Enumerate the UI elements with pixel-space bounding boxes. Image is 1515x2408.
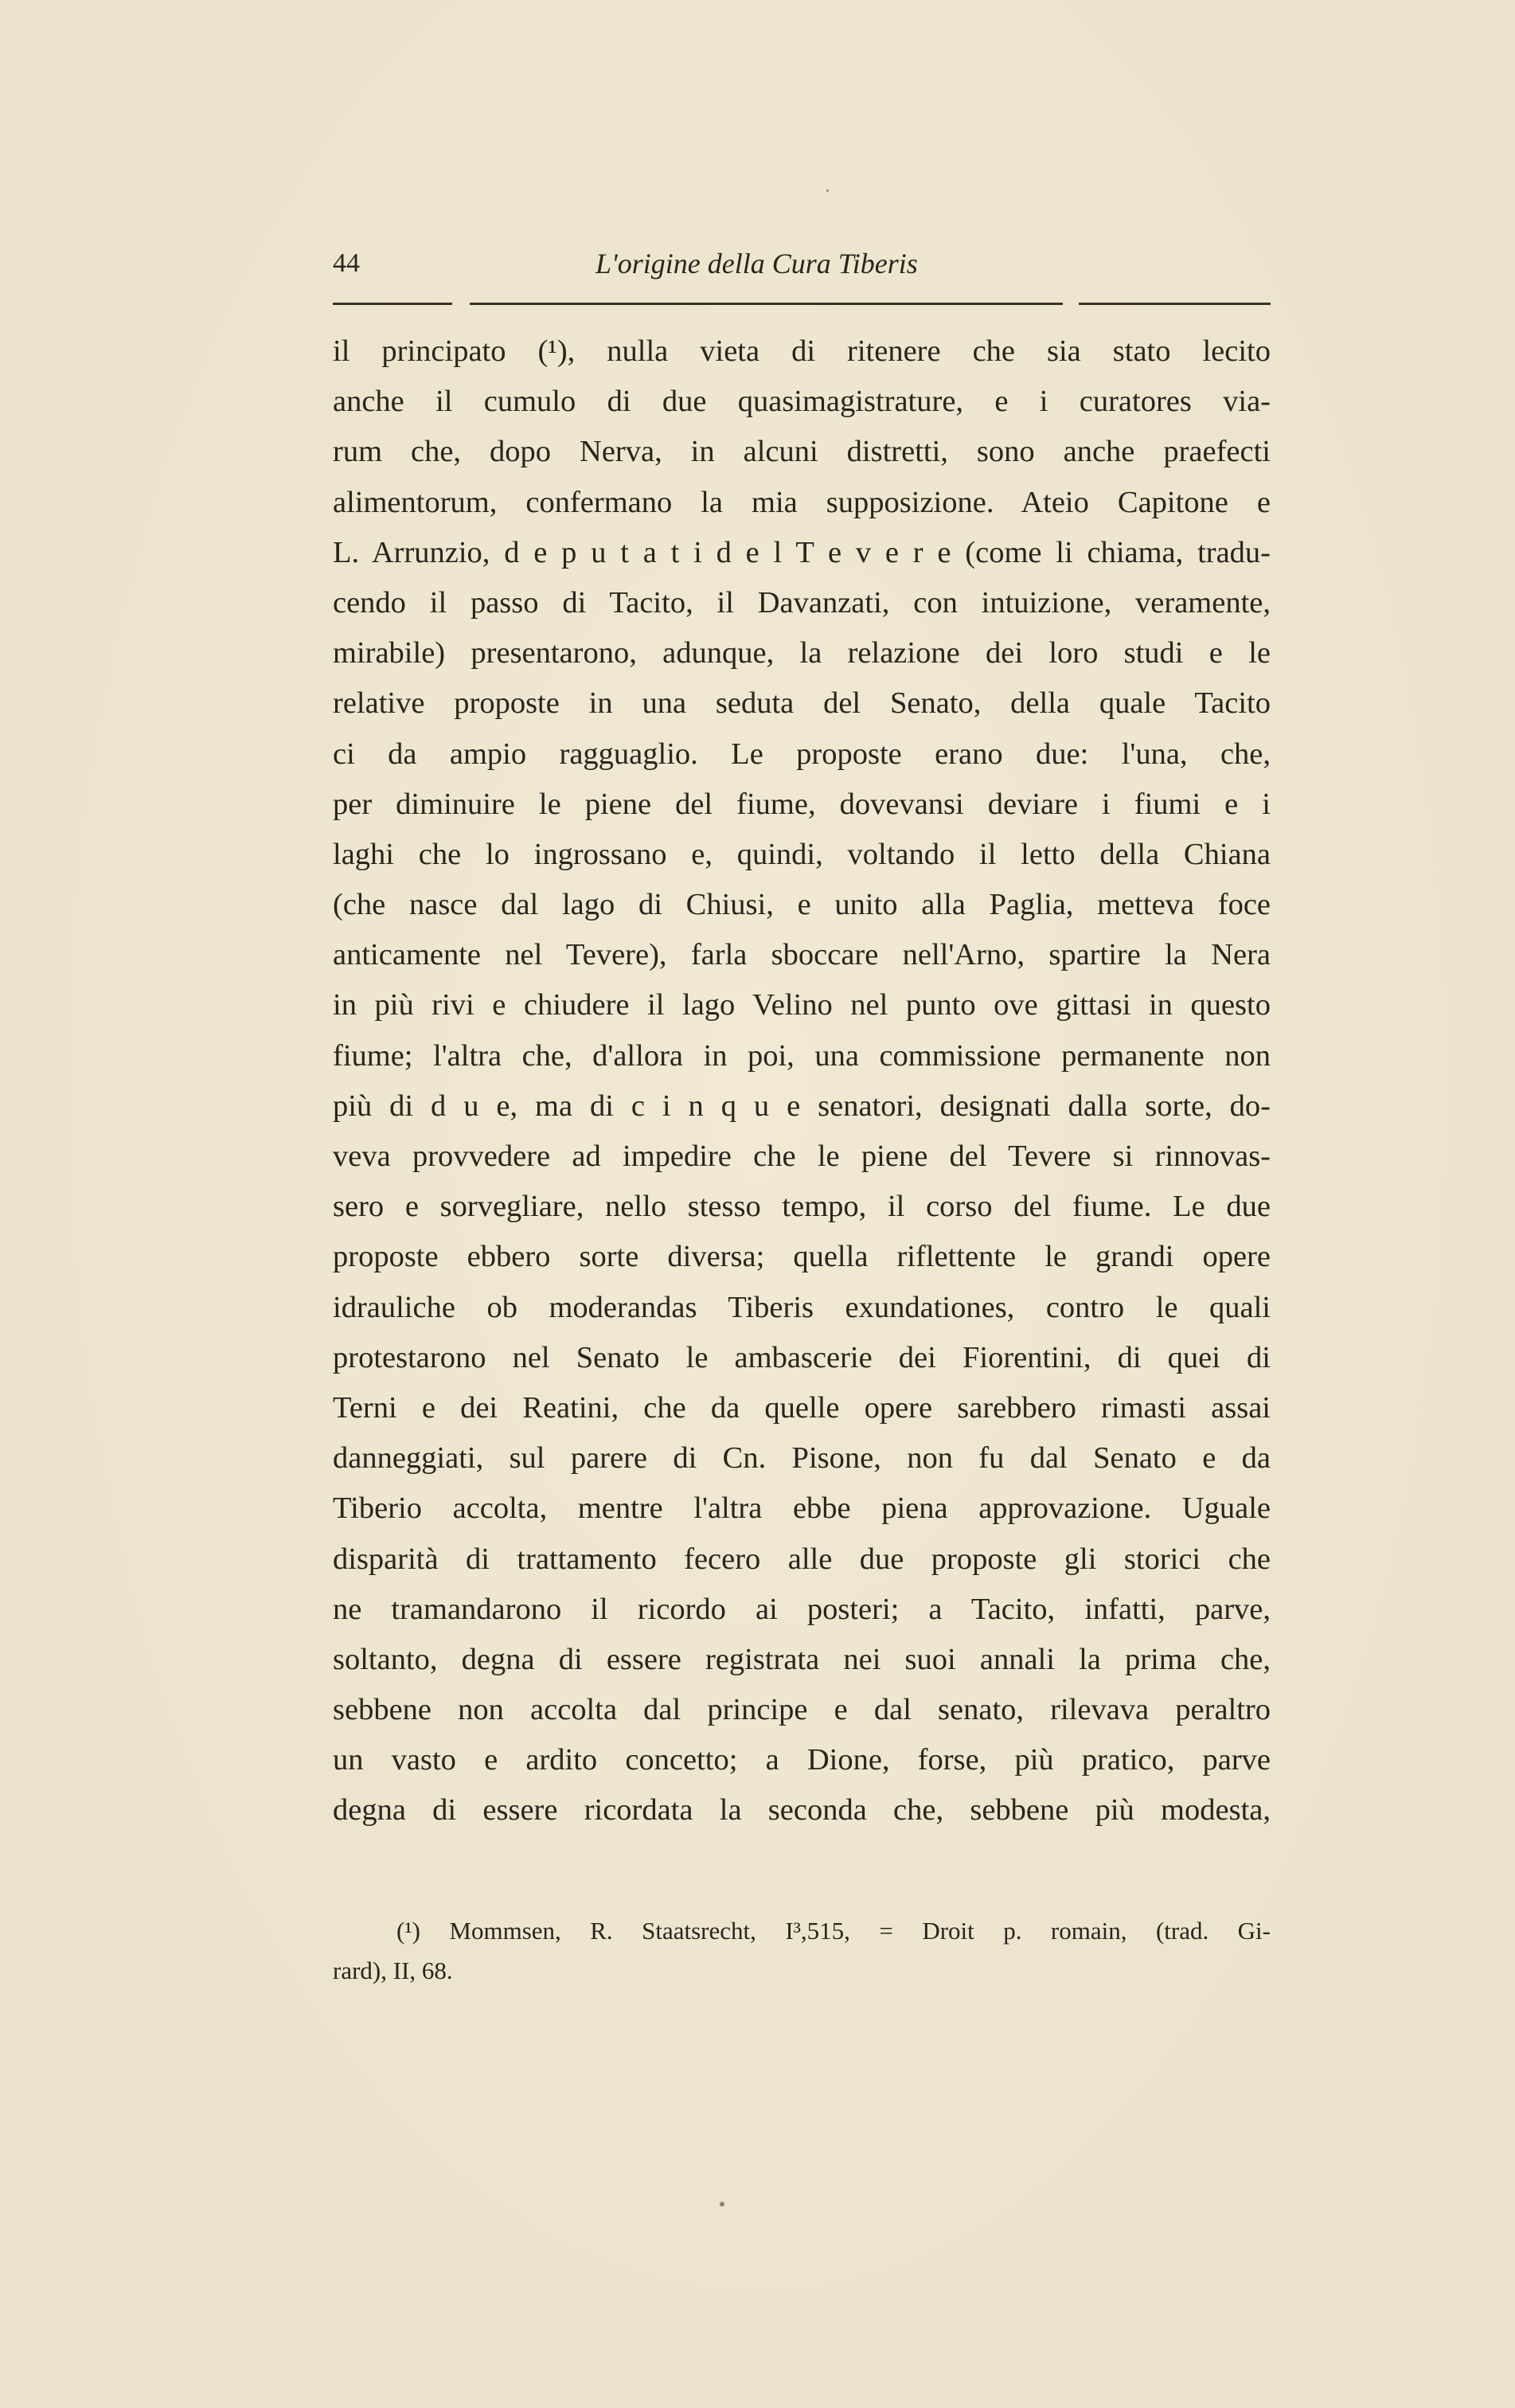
text-line: anticamente nel Tevere), farla sboccare nell'Arno, spartire la Nera (333, 938, 1271, 972)
footnote-line: (¹) Mommsen, R. Staatsrecht, I³,515, = Droit p. romain, (trad. Gi- (396, 1917, 1271, 1945)
header-rule-left (333, 303, 452, 305)
text-line: mirabile) presentarono, adunque, la relazione dei loro studi e le (333, 636, 1271, 670)
footnote-line: rard), II, 68. (333, 1956, 453, 1984)
text-line: anche il cumulo di due quasimagistrature, e i curatores via- (333, 385, 1271, 419)
body-text (333, 326, 1271, 1836)
text-line: un vasto e ardito concetto; a Dione, forse, più pratico, parve (333, 1743, 1271, 1777)
text-line: degna di essere ricordata la seconda che, sebbene più modesta, (333, 1793, 1271, 1828)
text-line: sero e sorvegliare, nello stesso tempo, il corso del fiume. Le due (333, 1190, 1271, 1224)
text-line: proposte ebbero sorte diversa; quella riflettente le grandi opere (333, 1240, 1271, 1274)
text-line: ci da ampio ragguaglio. Le proposte erano due: l'una, che, (333, 737, 1271, 771)
text-line: per diminuire le piene del fiume, dovevansi deviare i fiumi e i (333, 787, 1271, 821)
text-line: fiume; l'altra che, d'allora in poi, una commissione permanente non (333, 1038, 1271, 1073)
text-line: ne tramandarono il ricordo ai posteri; a Tacito, infatti, parve, (333, 1592, 1271, 1626)
text-line: più di d u e, ma di c i n q u e senatori, designati dalla sorte, do- (333, 1089, 1271, 1123)
text-line: alimentorum, confermano la mia supposizione. Ateio Capitone e (333, 485, 1271, 519)
text-line: disparità di trattamento fecero alle due proposte gli storici che (333, 1542, 1271, 1576)
text-line: sebbene non accolta dal principe e dal senato, rilevava peraltro (333, 1693, 1271, 1727)
text-line: (che nasce dal lago di Chiusi, e unito alla Paglia, metteva foce (333, 888, 1271, 922)
text-line: L. Arrunzio, d e p u t a t i d e l T e v e r e (come li chiama, tradu- (333, 535, 1271, 569)
text-line: Terni e dei Reatini, che da quelle opere sarebbero rimasti assai (333, 1390, 1271, 1425)
page-header (333, 240, 1271, 296)
header-rule-right (1079, 303, 1271, 305)
text-line: rum che, dopo Nerva, in alcuni distretti, sono anche praefecti (333, 435, 1271, 469)
paper-speck (720, 2202, 724, 2207)
text-line: laghi che lo ingrossano e, quindi, voltando il letto della Chiana (333, 837, 1271, 871)
header-rule-center (470, 303, 1063, 305)
text-line: relative proposte in una seduta del Senato, della quale Tacito (333, 686, 1271, 721)
text-line: in più rivi e chiudere il lago Velino nel punto ove gittasi in questo (333, 988, 1271, 1022)
footnote (333, 1911, 1271, 1991)
running-title: L'origine della Cura Tiberis (595, 248, 918, 280)
text-line: veva provvedere ad impedire che le piene del Tevere si rinnovas- (333, 1140, 1271, 1173)
text-line: protestarono nel Senato le ambascerie dei Fiorentini, di quei di (333, 1340, 1271, 1374)
text-line: soltanto, degna di essere registrata nei suoi annali la prima che, (333, 1642, 1271, 1676)
text-line: cendo il passo di Tacito, il Davanzati, con intuizione, veramente, (333, 585, 1271, 620)
paper-speck (826, 190, 829, 192)
text-line: idrauliche ob moderandas Tiberis exundationes, contro le quali (333, 1290, 1271, 1324)
text-line: il principato (¹), nulla vieta di ritenere che sia stato lecito (333, 334, 1271, 368)
text-line: danneggiati, sul parere di Cn. Pisone, non fu dal Senato e da (333, 1441, 1271, 1476)
page-number: 44 (333, 248, 360, 278)
text-line: Tiberio accolta, mentre l'altra ebbe piena approvazione. Uguale (333, 1491, 1271, 1526)
